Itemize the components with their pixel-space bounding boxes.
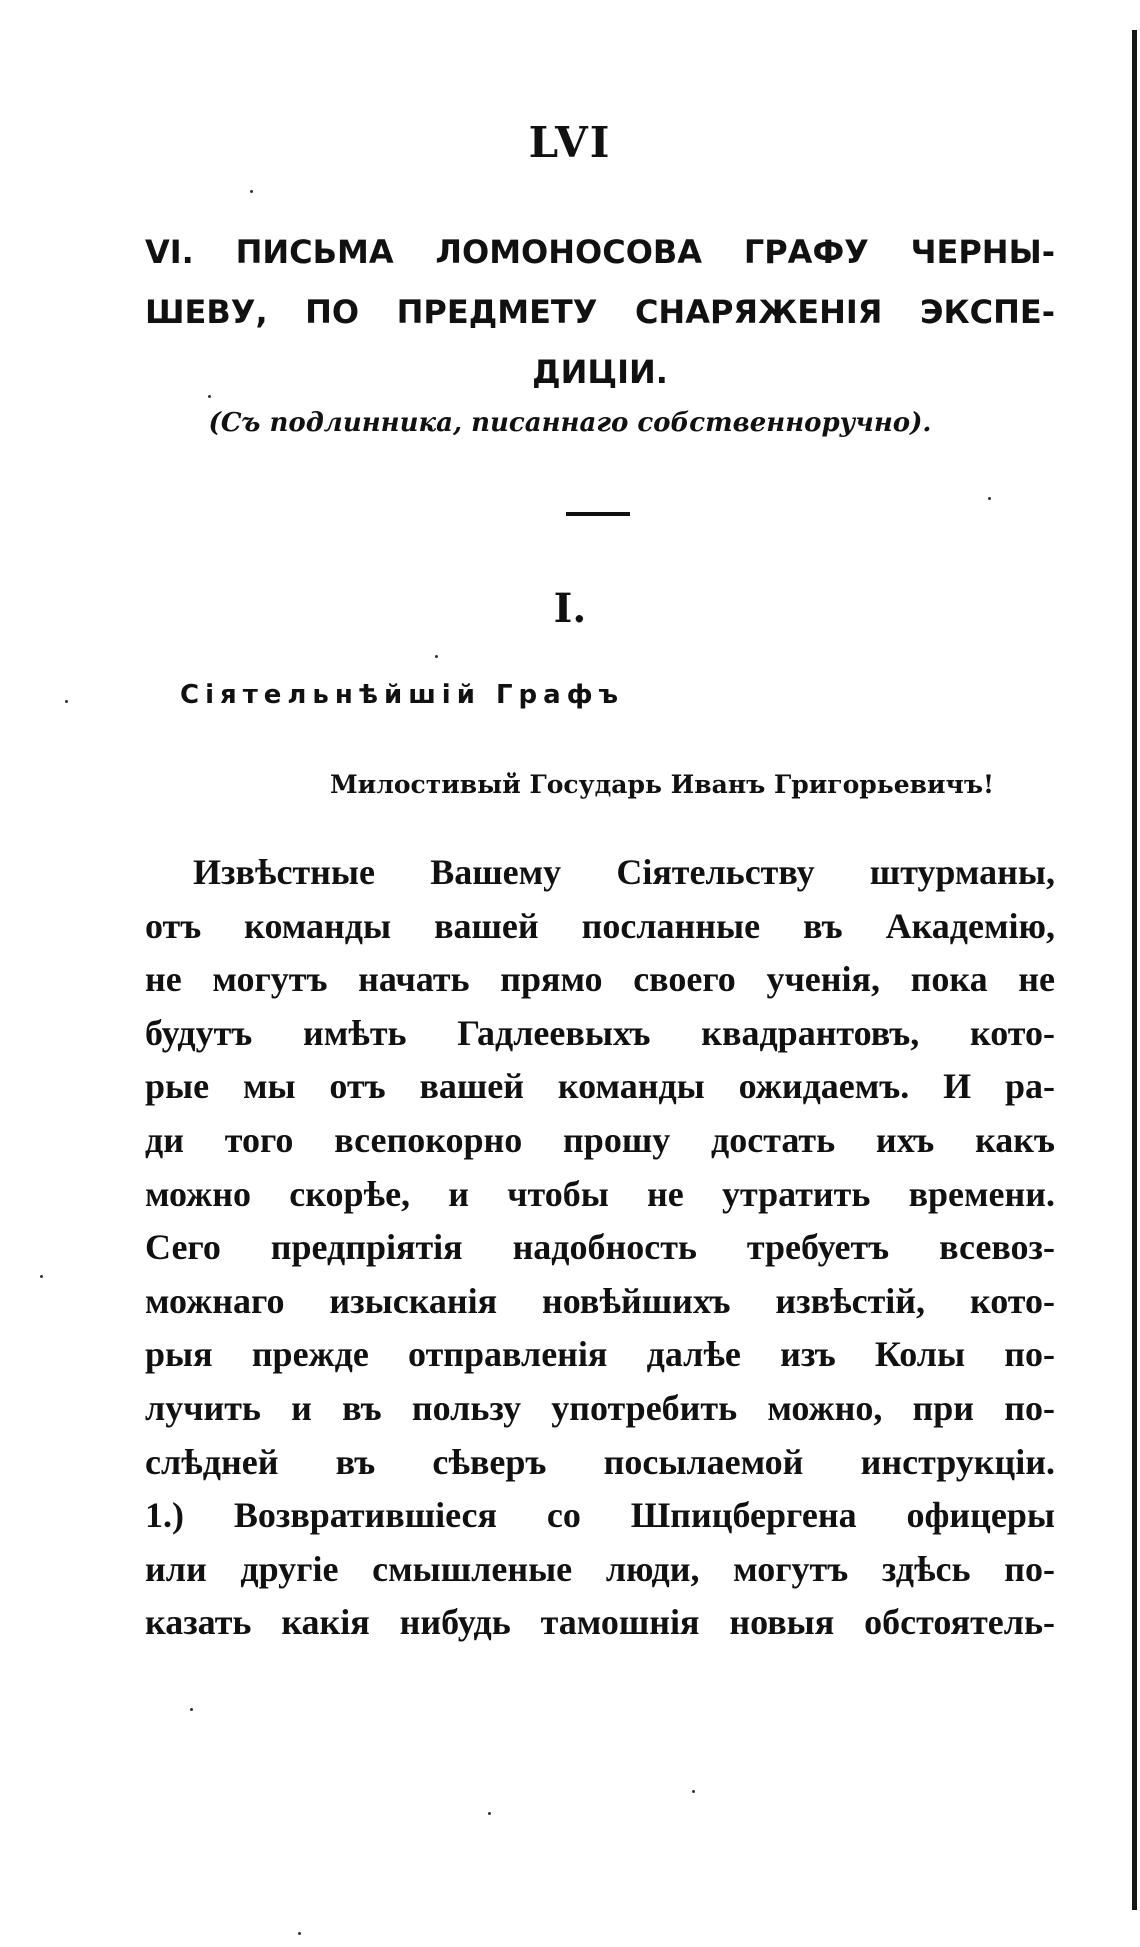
scan-speck — [488, 1812, 491, 1815]
body-line: лучить и въ пользу употребить можно, при по- — [145, 1387, 1055, 1428]
scan-speck — [298, 1932, 301, 1935]
body-line: 1.) Возвратившіеся со Шпицбергена офицеры — [145, 1495, 1055, 1536]
scan-speck — [65, 700, 68, 703]
body-line: можно скорѣе, и чтобы не утратить времени. — [145, 1173, 1055, 1214]
body-line: отъ команды вашей посланные въ Академію, — [145, 905, 1055, 946]
source-note: (Съ подлинника, писаннаго собственноручно). — [208, 408, 932, 438]
scan-speck — [208, 395, 211, 398]
body-line: не могутъ начать прямо своего ученія, пока не — [145, 959, 1055, 1000]
body-line: можнаго изысканія новѣйшихъ извѣстій, кото- — [145, 1280, 1055, 1321]
scan-speck — [988, 497, 991, 500]
body-line: будутъ имѣть Гадлеевыхъ квадрантовъ, кото- — [145, 1012, 1055, 1053]
letter-salutation: Сіятельнѣйшій Графъ — [180, 680, 625, 710]
page-number: LVI — [528, 118, 612, 167]
body-line: казать какія нибудь тамошнія новыя обстоятель- — [145, 1602, 1055, 1643]
letter-number: I. — [553, 585, 587, 632]
page-edge-line — [1132, 30, 1137, 1910]
letter-address: Милостивый Государь Иванъ Григорьевичъ! — [330, 770, 994, 799]
body-line: слѣдней въ сѣверъ посылаемой инструкціи. — [145, 1441, 1055, 1482]
body-line: Извѣстные Вашему Сіятельству штурманы, — [193, 852, 1055, 892]
body-line: ди того всепокорно прошу достать ихъ какъ — [145, 1119, 1055, 1160]
body-line: Сего предпріятія надобность требуетъ всевоз- — [145, 1227, 1055, 1268]
scan-speck — [435, 655, 438, 658]
letter-body — [145, 846, 1055, 1650]
scan-speck — [250, 190, 253, 193]
scan-speck — [190, 1708, 193, 1711]
body-line: рыя прежде отправленія далѣе изъ Колы по- — [145, 1334, 1055, 1375]
body-line: рые мы отъ вашей команды ожидаемъ. И ра- — [145, 1066, 1055, 1107]
scan-speck — [40, 1275, 43, 1278]
scan-speck — [692, 1790, 695, 1793]
body-line: или другіе смышленые люди, могутъ здѣсь по- — [145, 1548, 1055, 1589]
section-title: VI. ПИСЬМА ЛОМОНОСОВА ГРАФУ ЧЕРНЫ-ШЕВУ, ПО ПРЕДМЕТУ СНАРЯЖЕНІЯ ЭКСПЕ-ДИЦІИ. — [145, 233, 1055, 391]
divider-rule — [566, 512, 630, 516]
